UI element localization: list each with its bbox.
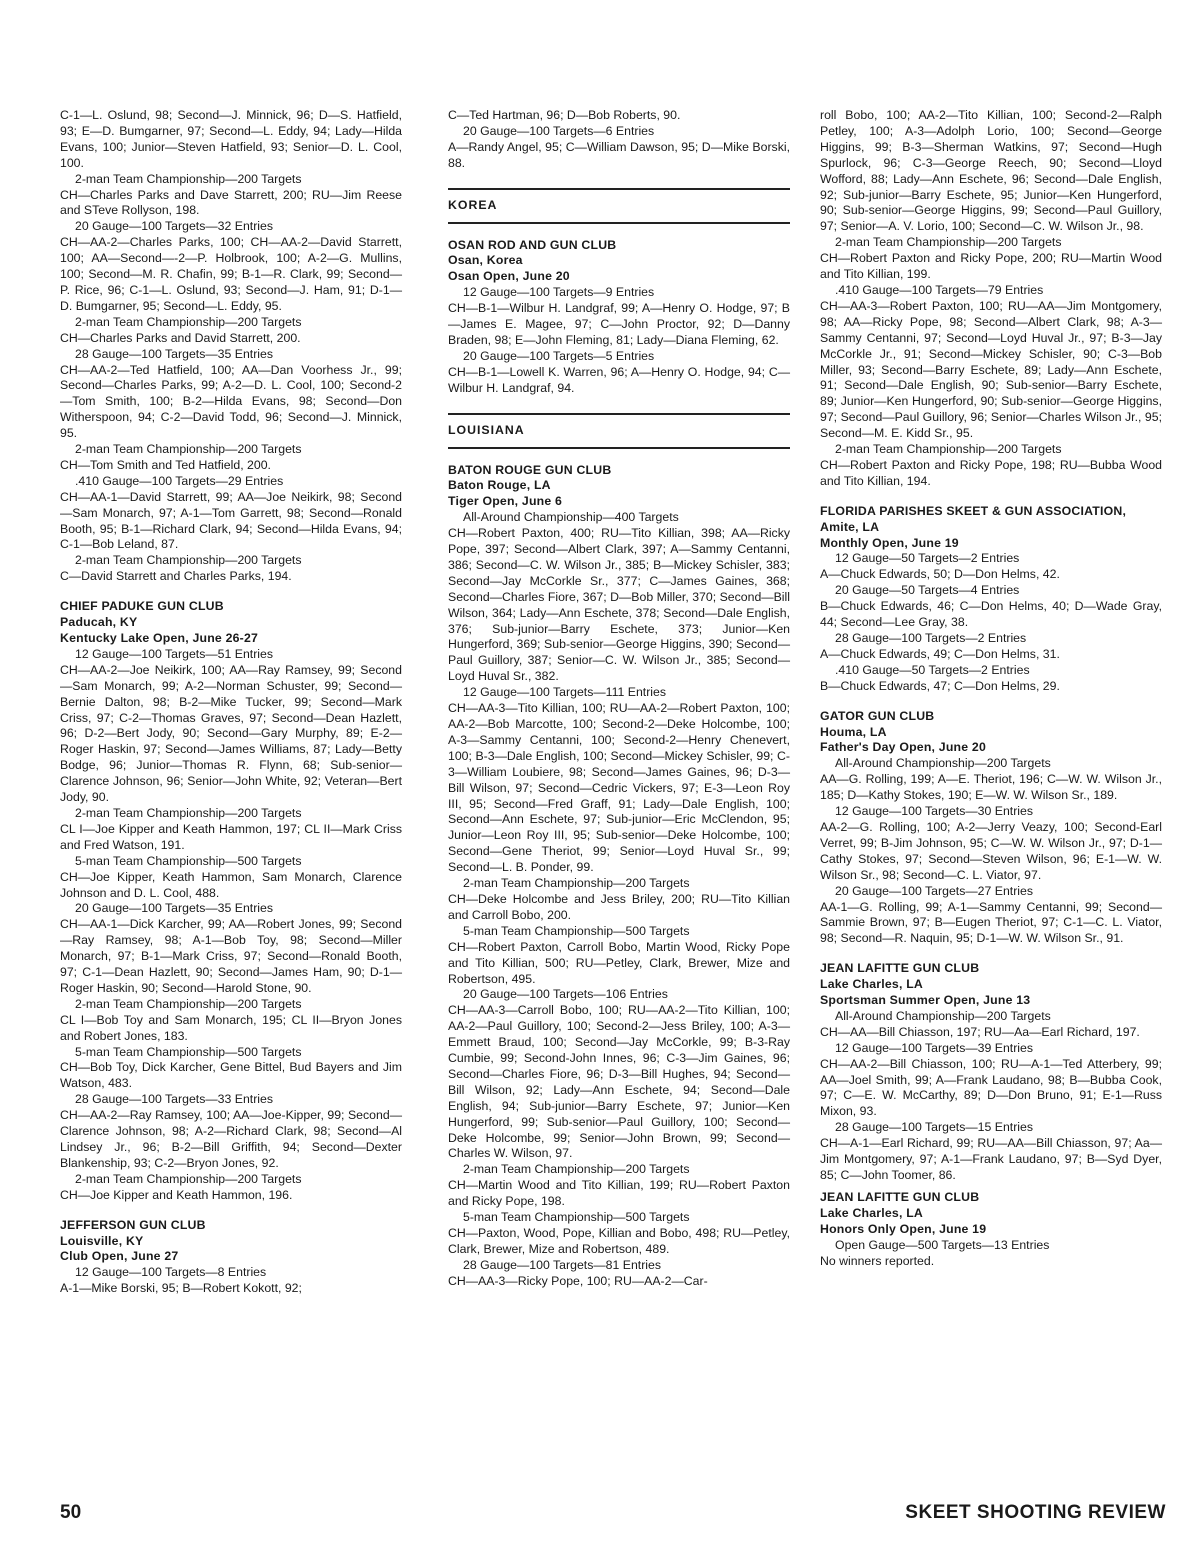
result-paragraph: CH—AA-3—Tito Killian, 100; RU—AA-2—Robert Paxton, 100; AA-2—Bob Marcotte, 100; Second-2—Deke Holcombe, 100; A-3—Sammy Centanni, 100; Second-2—Henry Chenevert, 100; B-3—Dale English, 100; Second—Mickey Schisler, 99; C-3—William Loubiere, 98; Second—James Gaines, 96; D-3—Bill Wilson, 97; Second—Cedric Vickers, 97; E-3—Leon Roy III, 95; Second—Fred Graff, 91; Lady—Dale English, 100; Second—Ann Eschete, 97; Sub-junior—Eric McClendon, 95; Junior—Leon Roy III, 95; Sub-senior—Deke Holcombe, 100; Second—Gene Theriot, 99; Senior—Loyd Huval Sr., 99; Second—L. B. Ponder, 99. bbox=[448, 701, 790, 875]
result-paragraph: No winners reported. bbox=[820, 1253, 935, 1268]
event-heading: 28 Gauge—100 Targets—33 Entries bbox=[75, 1092, 274, 1107]
club-subheading: Houma, LA bbox=[820, 724, 887, 739]
result-paragraph: CH—AA-1—Dick Karcher, 99; AA—Robert Jones, 99; Second—Ray Ramsey, 98; A-1—Bob Toy, 98; Second—Miller Monarch, 97; B-1—Mark Criss, 97; Second—Ronald Booth, 97; C-1—Dean Hazlett, 90; Second—James Ham, 90; D-1—Roger Haskin, 90; Second—Harold Stone, 90. bbox=[60, 917, 402, 995]
club-subheading: Honors Only Open, June 19 bbox=[820, 1221, 987, 1236]
result-paragraph: CL I—Bob Toy and Sam Monarch, 195; CL II—Bryon Jones and Robert Jones, 183. bbox=[60, 1012, 402, 1043]
event-heading: 20 Gauge—100 Targets—6 Entries bbox=[463, 123, 655, 138]
state-section-header: LOUISIANA bbox=[448, 413, 790, 449]
event-heading: 12 Gauge—50 Targets—2 Entries bbox=[835, 551, 1020, 566]
club-subheading: Monthly Open, June 19 bbox=[820, 535, 959, 550]
event-heading: 28 Gauge—100 Targets—81 Entries bbox=[463, 1257, 662, 1272]
result-paragraph: CH—AA-1—David Starrett, 99; AA—Joe Neikirk, 98; Second—Sam Monarch, 97; A-1—Tom Garrett, 98; Second—Ronald Booth, 95; B-1—Richard Clark, 94; Second—Hilda Evans, 94; C-1—Bob Leland, 87. bbox=[60, 489, 402, 552]
event-heading: 5-man Team Championship—500 Targets bbox=[75, 853, 302, 868]
club-name: GATOR GUN CLUB bbox=[820, 708, 935, 723]
result-paragraph: CH—Joe Kipper, Keath Hammon, Sam Monarch, Clarence Johnson and D. L. Cool, 488. bbox=[60, 869, 402, 900]
result-paragraph: CH—Tom Smith and Ted Hatfield, 200. bbox=[60, 457, 271, 472]
event-heading: 2-man Team Championship—200 Targets bbox=[75, 314, 302, 329]
club-name: BATON ROUGE GUN CLUB bbox=[448, 462, 612, 477]
result-paragraph: B—Chuck Edwards, 46; C—Don Helms, 40; D—Wade Gray, 44; Second—Lee Gray, 38. bbox=[820, 599, 1162, 630]
result-paragraph: CH—AA-2—Joe Neikirk, 100; AA—Ray Ramsey, 99; Second—Sam Monarch, 99; A-2—Norman Schuster, 99; Second—Bernie Dalton, 98; B-2—Mike Tucker, 99; Second—Mark Criss, 97; C-2—Thomas Graves, 97; Second—Dean Hazlett, 96; D-2—Bert Jody, 90; Second—Gary Murphy, 89; E-2—Roger Haskin, 97; Second—James Williams, 87; Lady—Betty Bodge, 96; Junior—Thomas R. Flynn, 68; Sub-senior—Clarence Johnson, 96; Senior—John White, 92; Veteran—Bert Jody, 90. bbox=[60, 662, 402, 805]
result-paragraph: CH—Joe Kipper and Keath Hammon, 196. bbox=[60, 1187, 293, 1202]
result-paragraph: roll Bobo, 100; AA-2—Tito Killian, 100; Second-2—Ralph Petley, 100; A-3—Adolph Lorio, 100; Second—George Higgins, 99; B-3—Sherman Watkins, 97; Second—Hugh Spurlock, 96; C-3—George Reech, 90; Second—Lloyd Wofford, 88; Lady—Ann Eschete, 96; Second—Dale English, 92; Sub-junior—Barry Eschete, 95; Junior—Ken Hungerford, 90; Sub-senior—George Higgins, 99; Second—Paul Guillory, 97; Senior—A. V. Lorio, 100; Second—C. W. Wilson Jr., 98. bbox=[820, 108, 1162, 234]
result-paragraph: AA-1—G. Rolling, 99; A-1—Sammy Centanni, 99; Second—Sammie Brown, 97; B—Eugen Theriot, 97; C-1—C. L. Viator, 98; Second—R. Naquin, 95; D-1—W. W. Wilson Sr., 91. bbox=[820, 899, 1162, 946]
event-heading: 2-man Team Championship—200 Targets bbox=[75, 1171, 302, 1186]
club-name: FLORIDA PARISHES SKEET & GUN ASSOCIATION, Amite, LA bbox=[820, 503, 1127, 534]
event-heading: 28 Gauge—100 Targets—15 Entries bbox=[835, 1120, 1034, 1135]
event-heading: 5-man Team Championship—500 Targets bbox=[463, 923, 690, 938]
club-subheading: Louisville, KY bbox=[60, 1233, 144, 1248]
result-paragraph: CL I—Joe Kipper and Keath Hammon, 197; CL II—Mark Criss and Fred Watson, 191. bbox=[60, 821, 402, 852]
result-paragraph: CH—AA-2—Bill Chiasson, 100; RU—A-1—Ted Atterbery, 99; AA—Joel Smith, 99; A—Frank Laudano, 98; B—Bubba Cook, 97; C—E. W. McCarthy, 89; D—Don Bruno, 91; E-1—Russ Mixon, 93. bbox=[820, 1056, 1162, 1119]
club-subheading: Lake Charles, LA bbox=[820, 1205, 923, 1220]
event-heading: 20 Gauge—50 Targets—4 Entries bbox=[835, 583, 1020, 598]
event-heading: 12 Gauge—100 Targets—51 Entries bbox=[75, 646, 274, 661]
result-paragraph: C—David Starrett and Charles Parks, 194. bbox=[60, 569, 292, 584]
result-paragraph: CH—AA—Bill Chiasson, 197; RU—Aa—Earl Richard, 197. bbox=[820, 1024, 1140, 1039]
event-heading: 5-man Team Championship—500 Targets bbox=[463, 1210, 690, 1225]
result-paragraph: CH—AA-3—Ricky Pope, 100; RU—AA-2—Car- bbox=[448, 1273, 708, 1288]
event-heading: 2-man Team Championship—200 Targets bbox=[75, 442, 302, 457]
result-paragraph: CH—A-1—Earl Richard, 99; RU—AA—Bill Chiasson, 97; Aa—Jim Montgomery, 97; A-1—Frank Laudano, 97; B—Syd Dyer, 85; C—John Toomer, 86. bbox=[820, 1136, 1162, 1182]
result-paragraph: CH—B-1—Lowell K. Warren, 96; A—Henry O. Hodge, 94; C—Wilbur H. Landgraf, 94. bbox=[448, 364, 790, 395]
result-paragraph: CH—AA-2—Ted Hatfield, 100; AA—Dan Voorhess Jr., 99; Second—Charles Parks, 99; A-2—D. L. Cool, 100; Second-2—Tom Smith, 100; B-2—Hilda Evans, 98; Second—Don Witherspoon, 94; C-2—David Todd, 96; Second—J. Minnick, 95. bbox=[60, 362, 402, 441]
result-paragraph: CH—Paxton, Wood, Pope, Killian and Bobo, 498; RU—Petley, Clark, Brewer, Mize and Robertson, 489. bbox=[448, 1226, 790, 1256]
result-paragraph: CH—AA-2—Ray Ramsey, 100; AA—Joe-Kipper, 99; Second—Clarence Johnson, 98; A-2—Richard Clark, 98; Second—Al Lindsey Jr., 96; B-2—Bill Griffith, 94; Second—Dexter Blankenship, 93; C-2—Bryon Jones, 92. bbox=[60, 1108, 402, 1170]
event-heading: 2-man Team Championship—200 Targets bbox=[75, 171, 302, 186]
event-heading: 20 Gauge—100 Targets—32 Entries bbox=[75, 219, 274, 234]
result-paragraph: C-1—L. Oslund, 98; Second—J. Minnick, 96; D—S. Hatfield, 93; E—D. Bumgarner, 97; Second—L. Eddy, 94; Lady—Hilda Evans, 100; Junior—Steven Hatfield, 93; Senior—D. L. Cool, 100. bbox=[60, 108, 402, 170]
club-subheading: Lake Charles, LA bbox=[820, 977, 923, 992]
column-left bbox=[60, 108, 402, 1297]
event-heading: 20 Gauge—100 Targets—27 Entries bbox=[835, 883, 1034, 898]
club-name: OSAN ROD AND GUN CLUB bbox=[448, 237, 617, 252]
page-number: 50 bbox=[60, 1502, 82, 1523]
event-heading: 20 Gauge—100 Targets—106 Entries bbox=[463, 987, 668, 1002]
club-name: CHIEF PADUKE GUN CLUB bbox=[60, 599, 224, 614]
event-heading: .410 Gauge—100 Targets—79 Entries bbox=[835, 282, 1044, 297]
result-paragraph: AA-2—G. Rolling, 100; A-2—Jerry Veazy, 100; Second-Earl Verret, 99; B-Jim Johnson, 95; C—W. W. Wilson Jr., 97; D-1—Cathy Stokes, 97; Second—Steven Wilson, 96; E-1—W. W. Wilson Sr., 98; Second—C. L. Viator, 97. bbox=[820, 819, 1162, 882]
club-subheading: Osan, Korea bbox=[448, 253, 523, 268]
result-paragraph: AA—G. Rolling, 199; A—E. Theriot, 196; C—W. W. Wilson Jr., 185; D—Kathy Stokes, 190; E—W. W. Wilson Sr., 189. bbox=[820, 772, 1162, 803]
event-heading: 20 Gauge—100 Targets—5 Entries bbox=[463, 348, 655, 363]
result-paragraph: CH—AA-3—Robert Paxton, 100; RU—AA—Jim Montgomery, 98; AA—Ricky Pope, 98; Second—Albert Clark, 98; A-3—Sammy Centanni, 97; Second—Loyd Huval Jr., 97; B-3—Jay McCorkle Jr., 91; Second—Mickey Schisler, 90; C-3—Bob Miller, 93; Second—Barry Eschete, 89; Lady—Ann Eschete, 91; Second—Dale English, 90; Sub-senior—Barry Eschete, 89; Junior—Ken Hungerford, 90; Sub-senior—George Higgins, 97; Second—Paul Guillory, 96; Senior—Charles Wilson Jr., 95; Second—M. E. Kidd Sr., 95. bbox=[820, 298, 1162, 441]
event-heading: 2-man Team Championship—200 Targets bbox=[835, 442, 1062, 457]
result-paragraph: CH—Martin Wood and Tito Killian, 199; RU—Robert Paxton and Ricky Pope, 198. bbox=[448, 1178, 790, 1209]
state-section-header: KOREA bbox=[448, 188, 790, 224]
event-heading: 28 Gauge—100 Targets—35 Entries bbox=[75, 346, 274, 361]
club-subheading: Baton Rouge, LA bbox=[448, 478, 551, 493]
result-paragraph: CH—Charles Parks and David Starrett, 200. bbox=[60, 330, 301, 345]
result-paragraph: CH—Charles Parks and Dave Starrett, 200; RU—Jim Reese and STeve Rollyson, 198. bbox=[60, 187, 402, 218]
club-subheading: Paducah, KY bbox=[60, 615, 138, 630]
event-heading: 5-man Team Championship—500 Targets bbox=[75, 1044, 302, 1059]
event-heading: .410 Gauge—100 Targets—29 Entries bbox=[75, 473, 284, 488]
club-subheading: Kentucky Lake Open, June 26-27 bbox=[60, 631, 259, 645]
magazine-title: SKEET SHOOTING REVIEW bbox=[905, 1502, 1166, 1523]
event-heading: 12 Gauge—100 Targets—39 Entries bbox=[835, 1040, 1034, 1055]
result-paragraph: C—Ted Hartman, 96; D—Bob Roberts, 90. bbox=[448, 108, 681, 122]
event-heading: .410 Gauge—50 Targets—2 Entries bbox=[835, 662, 1030, 677]
result-paragraph: A—Chuck Edwards, 50; D—Don Helms, 42. bbox=[820, 567, 1060, 582]
result-paragraph: CH—Bob Toy, Dick Karcher, Gene Bittel, Bud Bayers and Jim Watson, 483. bbox=[60, 1060, 402, 1091]
event-heading: 20 Gauge—100 Targets—35 Entries bbox=[75, 901, 274, 916]
event-heading: 2-man Team Championship—200 Targets bbox=[75, 805, 302, 820]
club-subheading: Father's Day Open, June 20 bbox=[820, 740, 986, 755]
club-subheading: Club Open, June 27 bbox=[60, 1249, 179, 1264]
event-heading: All-Around Championship—200 Targets bbox=[835, 1008, 1051, 1023]
result-paragraph: CH—B-1—Wilbur H. Landgraf, 99; A—Henry O. Hodge, 97; B—James E. Magee, 97; C—John Proctor, 92; D—Danny Braden, 98; E—John Fleming, 81; Lady—Diana Fleming, 62. bbox=[448, 301, 790, 347]
column-right bbox=[820, 108, 1162, 1269]
event-heading: 2-man Team Championship—200 Targets bbox=[835, 235, 1062, 250]
club-subheading: Sportsman Summer Open, June 13 bbox=[820, 993, 1031, 1008]
result-paragraph: CH—Deke Holcombe and Jess Briley, 200; RU—Tito Killian and Carroll Bobo, 200. bbox=[448, 891, 790, 922]
event-heading: 12 Gauge—100 Targets—9 Entries bbox=[463, 285, 655, 300]
result-paragraph: A-1—Mike Borski, 95; B—Robert Kokott, 92; bbox=[60, 1281, 302, 1296]
result-paragraph: CH—AA-2—Charles Parks, 100; CH—AA-2—David Starrett, 100; AA—Second—-2—P. Holbrook, 100; A-2—G. Mullins, 100; Second—M. R. Chafin, 99; B-1—R. Clark, 99; Second—P. Rice, 96; C-1—L. Oslund, 93; Second—J. Ham, 91; D-1—D. Bumgarner, 95; Second—L. Eddy, 95. bbox=[60, 235, 402, 313]
result-paragraph: CH—Robert Paxton, Carroll Bobo, Martin Wood, Ricky Pope and Tito Killian, 500; RU—Petley, Clark, Brewer, Mize and Robertson, 495. bbox=[448, 939, 790, 986]
club-name: JEAN LAFITTE GUN CLUB bbox=[820, 1189, 980, 1204]
event-heading: 2-man Team Championship—200 Targets bbox=[75, 553, 302, 568]
event-heading: 12 Gauge—100 Targets—111 Entries bbox=[463, 685, 667, 700]
result-paragraph: B—Chuck Edwards, 47; C—Don Helms, 29. bbox=[820, 678, 1060, 693]
club-subheading: Osan Open, June 20 bbox=[448, 269, 570, 284]
club-name: JEAN LAFITTE GUN CLUB bbox=[820, 961, 980, 976]
column-middle bbox=[448, 108, 790, 1290]
event-heading: 28 Gauge—100 Targets—2 Entries bbox=[835, 631, 1027, 645]
event-heading: All-Around Championship—200 Targets bbox=[835, 756, 1051, 771]
result-paragraph: CH—Robert Paxton and Ricky Pope, 198; RU—Bubba Wood and Tito Killian, 194. bbox=[820, 457, 1162, 488]
event-heading: Open Gauge—500 Targets—13 Entries bbox=[835, 1237, 1050, 1252]
event-heading: All-Around Championship—400 Targets bbox=[463, 510, 679, 525]
result-paragraph: CH—AA-3—Carroll Bobo, 100; RU—AA-2—Tito Killian, 100; AA-2—Paul Guillory, 100; Second-2—Jess Briley, 100; A-3—Emmett Braud, 100; Second—Jay McCorkle, 99; B-3-Ray Cumbie, 99; Second-John Innes, 96; C-3—Jim Gaines, 96; Second—Charles Fiore, 96; D-3—Bill Hughes, 94; Second—Bill Wilson, 92; Lady—Ann Eschete, 94; Second—Dale English, 94; Sub-junior—Barry Eschete, 97; Junior—Ken Hungerford, 99; Sub-senior—Paul Guillory, 100; Second—Deke Holcombe, 99; Senior—John Brown, 99; Second—Charles W. Wilson, 97. bbox=[448, 1003, 790, 1161]
result-paragraph: A—Chuck Edwards, 49; C—Don Helms, 31. bbox=[820, 646, 1060, 661]
club-subheading: Tiger Open, June 6 bbox=[448, 494, 563, 509]
event-heading: 12 Gauge—100 Targets—30 Entries bbox=[835, 804, 1034, 819]
event-heading: 12 Gauge—100 Targets—8 Entries bbox=[75, 1265, 267, 1280]
result-paragraph: CH—Robert Paxton and Ricky Pope, 200; RU—Martin Wood and Tito Killian, 199. bbox=[820, 251, 1162, 282]
club-name: JEFFERSON GUN CLUB bbox=[60, 1217, 206, 1232]
result-paragraph: CH—Robert Paxton, 400; RU—Tito Killian, 398; AA—Ricky Pope, 397; Second—Albert Clark, 397; A—Sammy Centanni, 386; Second—C. W. Wilson Jr., 385; B—Mickey Schisler, 383; Second—Jay McCorkle Sr., 377; C—James Gaines, 368; Second—Charles Fiore, 367; D—Bob Miller, 370; Second—Bill Wilson, 364; Lady—Ann Eschete, 378; Second—Dale English, 376; Sub-junior—Barry Eschete, 373; Junior—Ken Hungerford, 369; Sub-senior—George Higgins, 390; Second—Paul Guillory, 387; Senior—C. W. Wilson Jr., 385; Second—Loyd Huval Sr., 382. bbox=[448, 526, 790, 684]
event-heading: 2-man Team Championship—200 Targets bbox=[463, 1162, 690, 1177]
result-paragraph: A—Randy Angel, 95; C—William Dawson, 95; D—Mike Borski, 88. bbox=[448, 139, 790, 170]
event-heading: 2-man Team Championship—200 Targets bbox=[75, 996, 302, 1011]
event-heading: 2-man Team Championship—200 Targets bbox=[463, 876, 690, 891]
